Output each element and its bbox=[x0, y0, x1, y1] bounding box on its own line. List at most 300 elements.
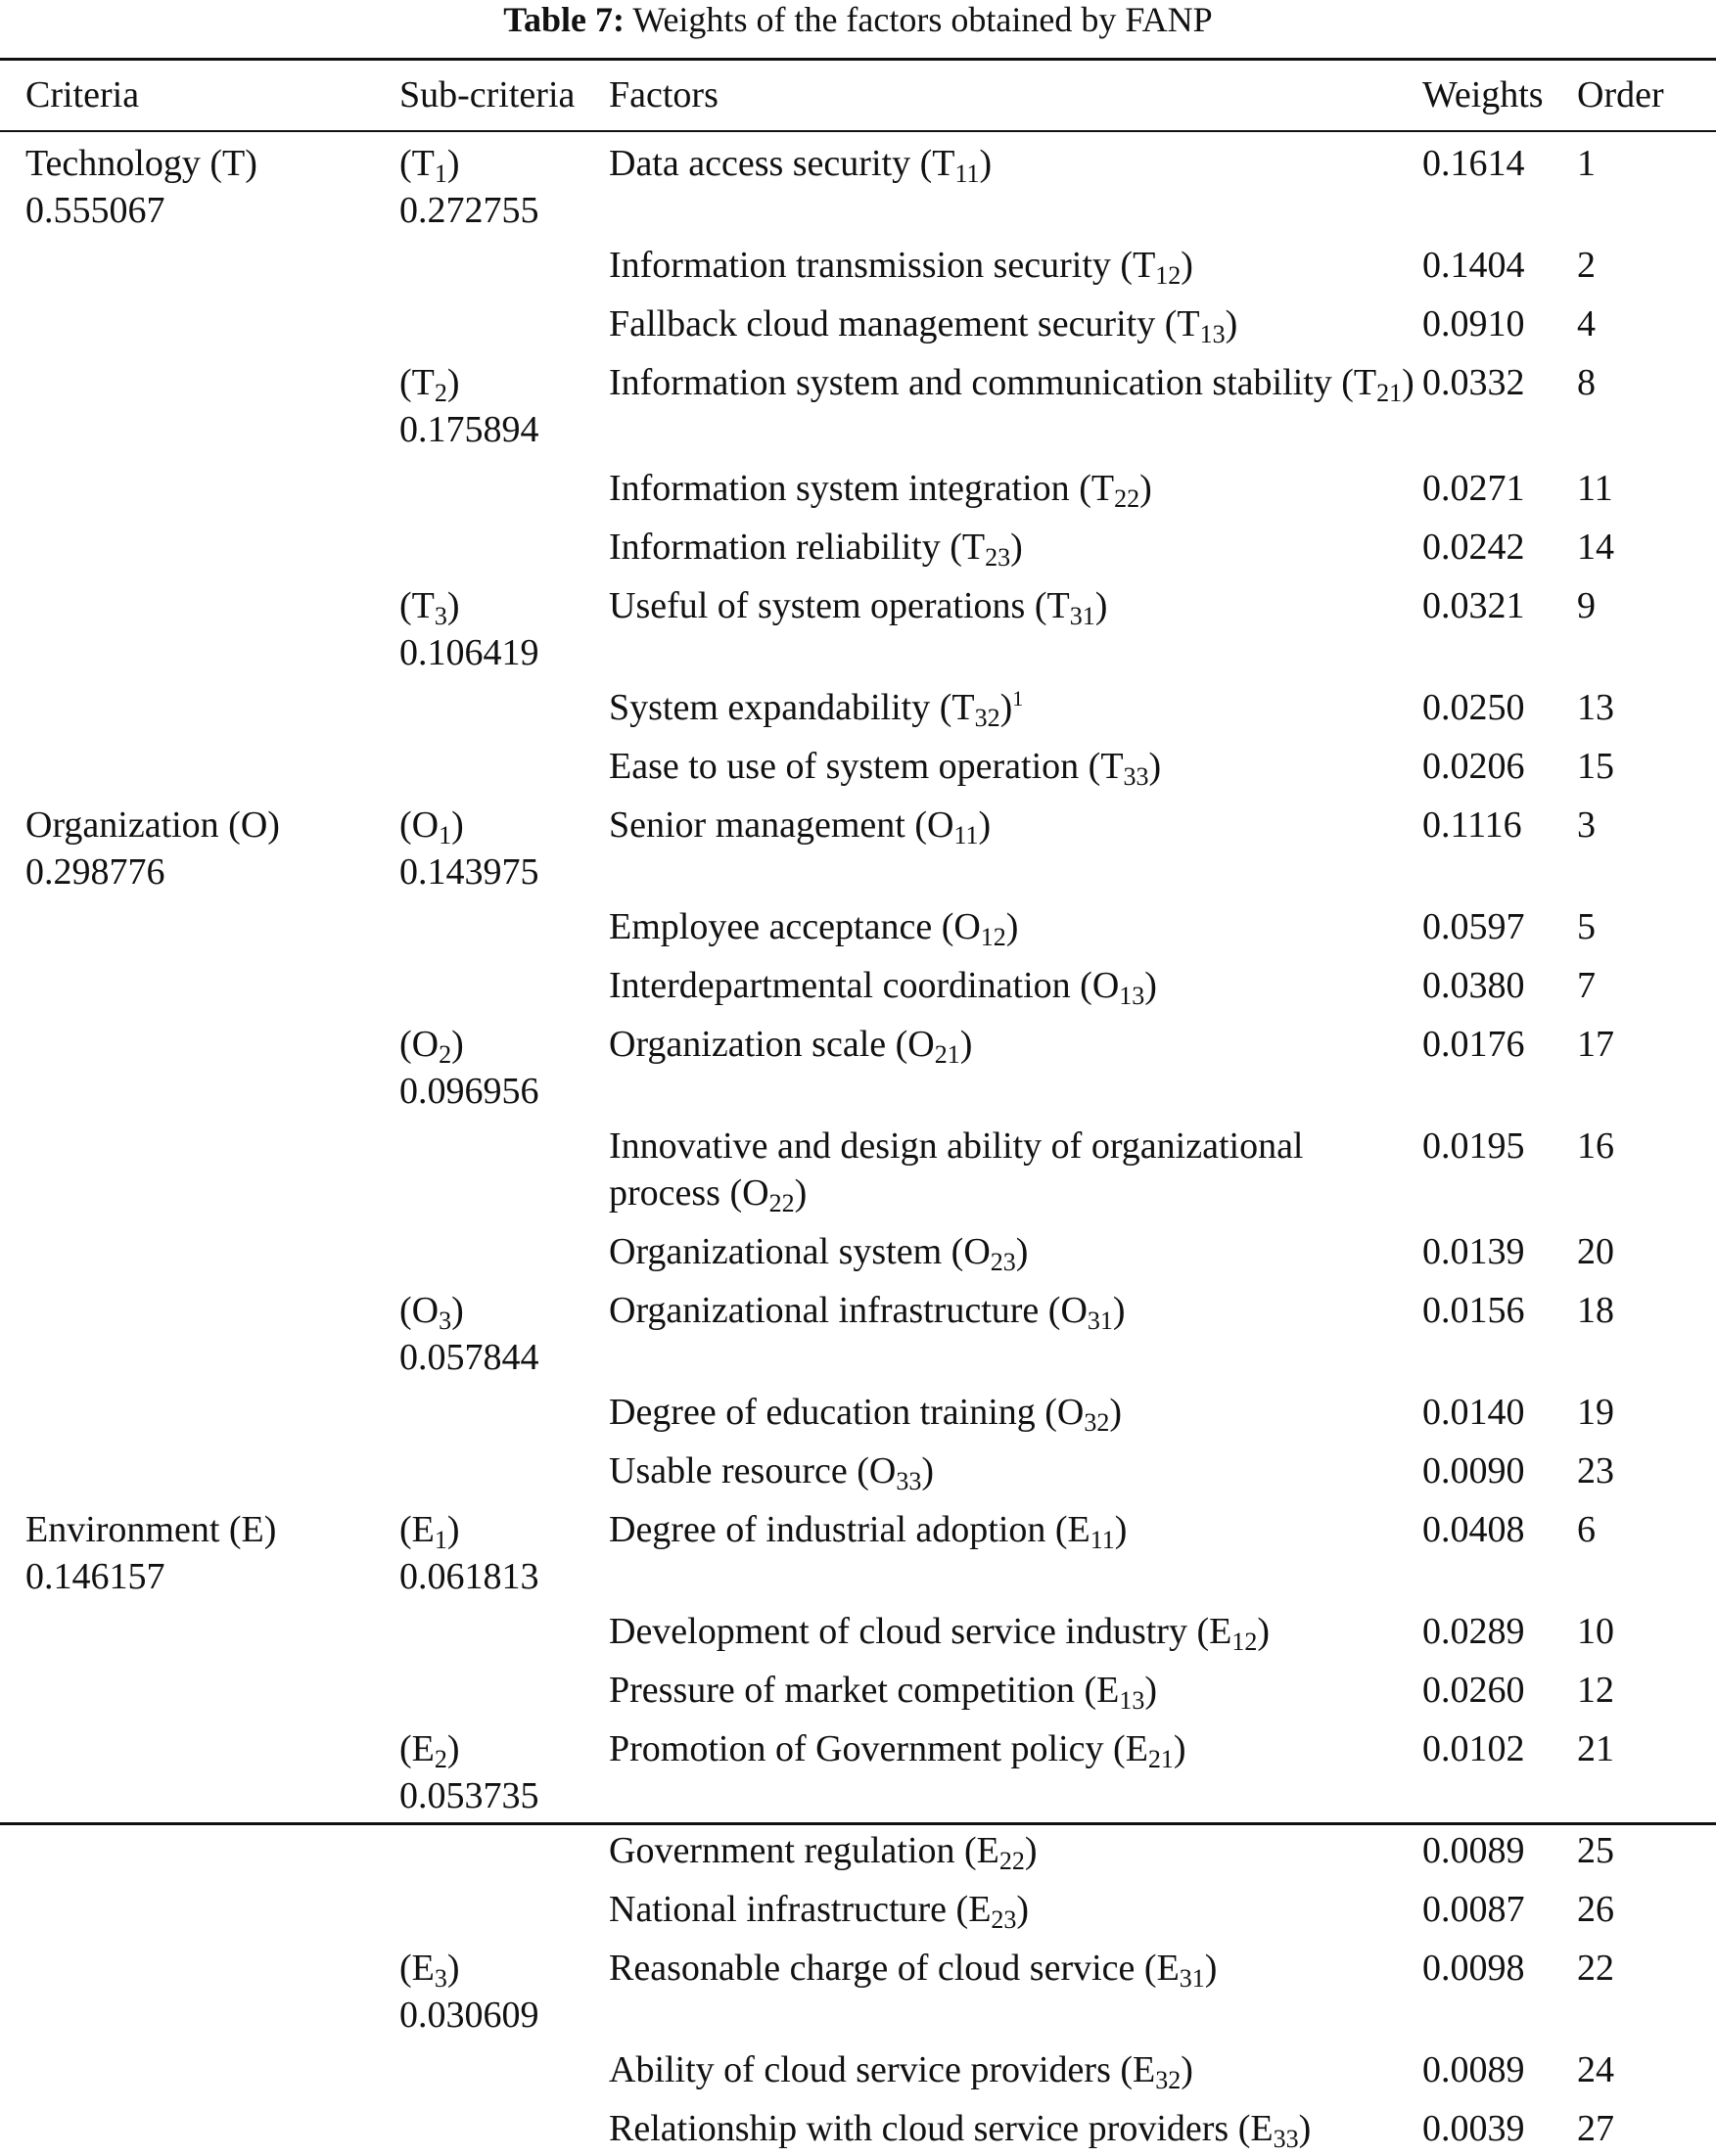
factor-cell bbox=[609, 895, 1422, 954]
factor-weight: 0.0039 bbox=[1422, 2108, 1525, 2149]
factor-order: 25 bbox=[1577, 1830, 1614, 1871]
subcriteria-weight: 0.061813 bbox=[399, 1556, 539, 1597]
factor-order: 6 bbox=[1577, 1509, 1596, 1550]
factor-code-letter: E bbox=[1125, 1728, 1148, 1769]
factor-order: 14 bbox=[1577, 527, 1614, 568]
table-row bbox=[0, 574, 1716, 676]
weights-table bbox=[0, 61, 1716, 2156]
caption-title: Weights of the factors obtained by FANP bbox=[632, 0, 1213, 39]
criteria-name: Technology (T) bbox=[25, 143, 257, 184]
factor-code: $(T_{32})$ bbox=[939, 687, 1013, 732]
factor-order: 22 bbox=[1577, 1948, 1614, 1989]
subcriteria-code-letter: O bbox=[411, 1024, 440, 1065]
subcriteria-cell bbox=[399, 574, 609, 676]
factor-text: Organizational system bbox=[609, 1231, 943, 1272]
factor-cell bbox=[609, 130, 1422, 234]
factor-code-letter: T bbox=[961, 527, 986, 568]
factor-text: Useful of system operations bbox=[609, 585, 1026, 626]
criteria-cell bbox=[0, 234, 399, 293]
factor-code-index: 32 bbox=[974, 704, 1000, 732]
factor-cell bbox=[609, 1819, 1422, 1878]
factor-code-index: 31 bbox=[1087, 1307, 1113, 1335]
factor-code: $(E_{33})$ bbox=[1237, 2108, 1312, 2153]
criteria-cell bbox=[0, 1937, 399, 2039]
subcriteria-cell bbox=[399, 1220, 609, 1279]
criteria-weight: 0.555067 bbox=[25, 190, 165, 231]
subcriteria-code-letter: T bbox=[411, 362, 435, 403]
criteria-cell bbox=[0, 1440, 399, 1498]
table-row bbox=[0, 1937, 1716, 2039]
factor-text: Relationship with cloud service providers bbox=[609, 2108, 1229, 2149]
subcriteria-code-index: 1 bbox=[439, 821, 452, 849]
factor-weight: 0.0087 bbox=[1422, 1889, 1525, 1930]
factor-code-letter: E bbox=[1156, 1948, 1180, 1989]
subcriteria-cell bbox=[399, 1013, 609, 1115]
criteria-cell bbox=[0, 895, 399, 954]
factor-code: $(O_{12})$ bbox=[941, 906, 1019, 951]
factor-text: Innovative and design ability of organizational process bbox=[609, 1125, 1304, 1214]
subcriteria-code-letter: T bbox=[411, 143, 435, 184]
subcriteria-code: $(O_1)$ bbox=[399, 804, 464, 849]
factor-cell bbox=[609, 954, 1422, 1013]
criteria-cell bbox=[0, 1659, 399, 1718]
factor-code: $(T_{12})$ bbox=[1120, 245, 1193, 290]
subcriteria-cell bbox=[399, 2039, 609, 2097]
factor-code-letter: E bbox=[968, 1889, 992, 1930]
subcriteria-cell bbox=[399, 1937, 609, 2039]
table-caption bbox=[0, 0, 1716, 51]
factor-code-letter: T bbox=[1100, 746, 1124, 787]
factor-code-letter: T bbox=[1046, 585, 1070, 626]
factor-weight: 0.0139 bbox=[1422, 1231, 1525, 1272]
criteria-name: Environment (E) bbox=[25, 1509, 277, 1550]
factor-weight: 0.0250 bbox=[1422, 687, 1525, 728]
header-order: Order bbox=[1577, 74, 1664, 115]
factor-text: Ease to use of system operation bbox=[609, 746, 1080, 787]
factor-code: $(O_{13})$ bbox=[1080, 965, 1157, 1010]
factor-code-letter: O bbox=[1091, 965, 1120, 1006]
factor-text: Reasonable charge of cloud service bbox=[609, 1948, 1136, 1989]
criteria-cell bbox=[0, 293, 399, 351]
subcriteria-code-line bbox=[399, 1725, 609, 1772]
subcriteria-cell bbox=[399, 2097, 609, 2156]
subcriteria-code-letter: E bbox=[411, 1509, 435, 1550]
factor-code-letter: T bbox=[951, 687, 975, 728]
factor-order: 1 bbox=[1577, 143, 1596, 184]
factor-cell bbox=[609, 794, 1422, 895]
factor-text: Degree of education training bbox=[609, 1392, 1036, 1433]
factor-weight: 0.1614 bbox=[1422, 143, 1525, 184]
subcriteria-code-line bbox=[399, 1021, 609, 1068]
factor-cell bbox=[609, 1013, 1422, 1115]
factor-text: Degree of industrial adoption bbox=[609, 1509, 1046, 1550]
factor-order: 11 bbox=[1577, 468, 1613, 509]
factor-code: $(T_{23})$ bbox=[950, 527, 1023, 572]
factor-code-letter: E bbox=[1250, 2108, 1274, 2149]
factor-order: 3 bbox=[1577, 804, 1596, 846]
factor-code-letter: T bbox=[932, 143, 955, 184]
factor-weight: 0.0102 bbox=[1422, 1728, 1525, 1769]
factor-text: Employee acceptance bbox=[609, 906, 933, 947]
factor-text: Promotion of Government policy bbox=[609, 1728, 1104, 1769]
factor-weight: 0.0289 bbox=[1422, 1611, 1525, 1652]
subcriteria-weight: 0.106419 bbox=[399, 632, 539, 673]
header-criteria: Criteria bbox=[25, 74, 140, 115]
factor-code-letter: O bbox=[963, 1231, 991, 1272]
factor-order: 4 bbox=[1577, 303, 1596, 344]
factor-code-index: 22 bbox=[998, 1847, 1025, 1875]
subcriteria-cell bbox=[399, 130, 609, 234]
factor-weight: 0.0380 bbox=[1422, 965, 1525, 1006]
table-header bbox=[0, 61, 1716, 130]
factor-code: $(E_{13})$ bbox=[1084, 1670, 1157, 1715]
subcriteria-weight: 0.272755 bbox=[399, 190, 539, 231]
factor-text: Development of cloud service industry bbox=[609, 1611, 1187, 1652]
subcriteria-cell bbox=[399, 1381, 609, 1440]
factor-weight: 0.0271 bbox=[1422, 468, 1525, 509]
criteria-name: Organization (O) bbox=[25, 804, 280, 846]
factor-cell bbox=[609, 1220, 1422, 1279]
factor-weight: 0.0321 bbox=[1422, 585, 1525, 626]
factor-code: $(O_{23})$ bbox=[951, 1231, 1029, 1276]
factor-code: $(E_{22})$ bbox=[964, 1830, 1038, 1875]
factor-weight: 0.1116 bbox=[1422, 804, 1522, 846]
subcriteria-weight: 0.053735 bbox=[399, 1775, 539, 1816]
factor-text: Pressure of market competition bbox=[609, 1670, 1075, 1711]
factor-code-index: 23 bbox=[990, 1248, 1016, 1276]
factor-code-letter: T bbox=[1133, 245, 1156, 286]
factor-code-letter: E bbox=[1096, 1670, 1120, 1711]
factor-text: Senior management bbox=[609, 804, 905, 846]
factor-code: $(T_{13})$ bbox=[1164, 303, 1238, 348]
factor-order: 8 bbox=[1577, 362, 1596, 403]
factor-code: $(E_{31})$ bbox=[1143, 1948, 1218, 1993]
criteria-cell bbox=[0, 516, 399, 574]
factor-order: 10 bbox=[1577, 1611, 1614, 1652]
factor-order: 9 bbox=[1577, 585, 1596, 626]
factor-code-letter: O bbox=[907, 1024, 935, 1065]
criteria-weight: 0.298776 bbox=[25, 851, 165, 893]
criteria-cell bbox=[0, 1115, 399, 1220]
factor-text: Ability of cloud service providers bbox=[609, 2049, 1111, 2090]
factor-text: Organization scale bbox=[609, 1024, 887, 1065]
factor-cell bbox=[609, 2097, 1422, 2156]
subcriteria-code-index: 2 bbox=[434, 1745, 447, 1773]
factor-code-index: 12 bbox=[1155, 261, 1182, 290]
factor-code-letter: O bbox=[927, 804, 954, 846]
factor-code-index: 11 bbox=[954, 160, 980, 188]
subcriteria-code-index: 2 bbox=[434, 379, 447, 407]
factor-code-index: 31 bbox=[1179, 1964, 1205, 1993]
subcriteria-code-index: 2 bbox=[439, 1040, 452, 1069]
subcriteria-code-line bbox=[399, 359, 609, 406]
factor-code: $(T_{11})$ bbox=[919, 143, 993, 188]
factor-order: 16 bbox=[1577, 1125, 1614, 1167]
factor-code-index: 22 bbox=[1114, 484, 1140, 513]
factor-cell bbox=[609, 2039, 1422, 2097]
factor-text: Government regulation bbox=[609, 1830, 955, 1871]
criteria-cell bbox=[0, 574, 399, 676]
subcriteria-cell bbox=[399, 735, 609, 794]
subcriteria-cell bbox=[399, 895, 609, 954]
factor-code: $(T_{33})$ bbox=[1088, 746, 1162, 791]
factor-code-letter: O bbox=[1056, 1392, 1085, 1433]
factor-cell bbox=[609, 735, 1422, 794]
subcriteria-code-letter: T bbox=[411, 585, 435, 626]
factor-order: 18 bbox=[1577, 1290, 1614, 1331]
factor-weight: 0.0242 bbox=[1422, 527, 1525, 568]
factor-code-index: 11 bbox=[1090, 1526, 1115, 1554]
subcriteria-code-line bbox=[399, 802, 609, 849]
subcriteria-code-line bbox=[399, 1945, 609, 1992]
table-row bbox=[0, 293, 1716, 351]
factor-weight: 0.0206 bbox=[1422, 746, 1525, 787]
criteria-cell bbox=[0, 954, 399, 1013]
factor-order: 2 bbox=[1577, 245, 1596, 286]
factor-text: National infrastructure bbox=[609, 1889, 948, 1930]
factor-text: System expandability bbox=[609, 687, 931, 728]
factor-order: 17 bbox=[1577, 1024, 1614, 1065]
factor-cell bbox=[609, 1381, 1422, 1440]
factor-weight: 0.0260 bbox=[1422, 1670, 1525, 1711]
factor-weight: 0.0098 bbox=[1422, 1948, 1525, 1989]
header-factors: Factors bbox=[609, 74, 719, 115]
factor-code: $(O_{21})$ bbox=[895, 1024, 973, 1069]
subcriteria-weight: 0.175894 bbox=[399, 409, 539, 450]
factor-code-letter: E bbox=[1067, 1509, 1090, 1550]
criteria-cell bbox=[0, 735, 399, 794]
factor-code: $(E_{21})$ bbox=[1113, 1728, 1186, 1773]
subcriteria-code-letter: E bbox=[411, 1948, 435, 1989]
factor-weight: 0.0156 bbox=[1422, 1290, 1525, 1331]
factor-text: Organizational infrastructure bbox=[609, 1290, 1040, 1331]
factor-cell bbox=[609, 1279, 1422, 1381]
subcriteria-cell bbox=[399, 1440, 609, 1498]
table-row bbox=[0, 1013, 1716, 1115]
footnote-marker: 1 bbox=[1012, 686, 1024, 711]
factor-code: $(E_{23})$ bbox=[955, 1889, 1030, 1934]
criteria-cell bbox=[0, 1819, 399, 1878]
table-row bbox=[0, 457, 1716, 516]
subcriteria-code-line bbox=[399, 140, 609, 187]
factor-text: Information system integration bbox=[609, 468, 1070, 509]
table-row bbox=[0, 1819, 1716, 1878]
subcriteria-code: $(T_3)$ bbox=[399, 585, 460, 630]
factor-code-letter: E bbox=[976, 1830, 999, 1871]
factor-code: $(O_{11})$ bbox=[914, 804, 992, 849]
factor-code: $(O_{33})$ bbox=[857, 1450, 934, 1495]
factor-code-index: 23 bbox=[991, 1905, 1017, 1934]
factor-order: 24 bbox=[1577, 2049, 1614, 2090]
factor-code-letter: O bbox=[742, 1172, 769, 1214]
criteria-cell bbox=[0, 2097, 399, 2156]
table-row bbox=[0, 1878, 1716, 1937]
subcriteria-weight: 0.057844 bbox=[399, 1337, 539, 1378]
factor-text: Information transmission security bbox=[609, 245, 1111, 286]
factor-order: 13 bbox=[1577, 687, 1614, 728]
factor-cell bbox=[609, 1600, 1422, 1659]
subcriteria-code: $(T_2)$ bbox=[399, 362, 460, 407]
factor-weight: 0.0332 bbox=[1422, 362, 1525, 403]
factor-weight: 0.0089 bbox=[1422, 2049, 1525, 2090]
factor-cell bbox=[609, 574, 1422, 676]
subcriteria-code-letter: O bbox=[411, 804, 440, 846]
table-row bbox=[0, 1279, 1716, 1381]
table-row bbox=[0, 234, 1716, 293]
factor-code: $(E_{11})$ bbox=[1054, 1509, 1128, 1554]
subcriteria-code-line bbox=[399, 1287, 609, 1334]
criteria-cell bbox=[0, 130, 399, 234]
subcriteria-cell bbox=[399, 1115, 609, 1220]
table-row bbox=[0, 794, 1716, 895]
factor-weight: 0.0910 bbox=[1422, 303, 1525, 344]
factor-cell bbox=[609, 1878, 1422, 1937]
factor-code-index: 33 bbox=[896, 1467, 922, 1495]
factor-weight: 0.1404 bbox=[1422, 245, 1525, 286]
factor-code-letter: O bbox=[953, 906, 981, 947]
table-body bbox=[0, 130, 1716, 2156]
criteria-cell bbox=[0, 1220, 399, 1279]
factor-code: $(T_{31})$ bbox=[1034, 585, 1108, 630]
factor-code-index: 12 bbox=[1231, 1628, 1258, 1656]
factor-cell bbox=[609, 234, 1422, 293]
factor-order: 15 bbox=[1577, 746, 1614, 787]
subcriteria-cell bbox=[399, 234, 609, 293]
factor-cell bbox=[609, 351, 1422, 457]
factor-text: Interdepartmental coordination bbox=[609, 965, 1071, 1006]
criteria-cell bbox=[0, 2039, 399, 2097]
subcriteria-code: $(E_3)$ bbox=[399, 1948, 460, 1993]
table-row bbox=[0, 2097, 1716, 2156]
table-row bbox=[0, 1498, 1716, 1600]
factor-cell bbox=[609, 1937, 1422, 2039]
factor-cell bbox=[609, 676, 1422, 735]
factor-code: $(O_{31})$ bbox=[1047, 1290, 1126, 1335]
table-row bbox=[0, 954, 1716, 1013]
factor-code-index: 33 bbox=[1273, 2125, 1299, 2153]
criteria-cell bbox=[0, 1498, 399, 1600]
header-weights: Weights bbox=[1422, 74, 1544, 115]
factor-cell bbox=[609, 457, 1422, 516]
factor-weight: 0.0195 bbox=[1422, 1125, 1525, 1167]
subcriteria-code-index: 1 bbox=[434, 160, 447, 188]
subcriteria-cell bbox=[399, 1878, 609, 1937]
subcriteria-cell bbox=[399, 1819, 609, 1878]
factor-cell bbox=[609, 1498, 1422, 1600]
subcriteria-cell bbox=[399, 457, 609, 516]
table-row bbox=[0, 1440, 1716, 1498]
criteria-cell bbox=[0, 676, 399, 735]
subcriteria-code-line bbox=[399, 1506, 609, 1553]
header-subcriteria: Sub-criteria bbox=[399, 74, 576, 115]
subcriteria-weight: 0.096956 bbox=[399, 1071, 539, 1112]
table-row bbox=[0, 676, 1716, 735]
table-row bbox=[0, 735, 1716, 794]
factor-code-index: 21 bbox=[1147, 1745, 1174, 1773]
subcriteria-cell bbox=[399, 516, 609, 574]
criteria-cell bbox=[0, 1013, 399, 1115]
factor-weight: 0.0140 bbox=[1422, 1392, 1525, 1433]
factor-text: Information reliability bbox=[609, 527, 941, 568]
subcriteria-cell bbox=[399, 351, 609, 457]
table-row bbox=[0, 1659, 1716, 1718]
subcriteria-code-index: 3 bbox=[439, 1307, 452, 1335]
criteria-cell bbox=[0, 457, 399, 516]
factor-code-index: 12 bbox=[980, 923, 1006, 951]
subcriteria-code-line bbox=[399, 582, 609, 629]
factor-cell bbox=[609, 516, 1422, 574]
subcriteria-cell bbox=[399, 1718, 609, 1819]
factor-code-letter: T bbox=[1353, 362, 1377, 403]
subcriteria-cell bbox=[399, 1659, 609, 1718]
factor-code-index: 13 bbox=[1119, 1686, 1145, 1715]
factor-code-index: 23 bbox=[985, 543, 1011, 572]
factor-code-index: 22 bbox=[768, 1189, 795, 1217]
caption-label: Table 7: bbox=[503, 0, 625, 39]
factor-code-index: 11 bbox=[953, 821, 979, 849]
subcriteria-code: $(E_1)$ bbox=[399, 1509, 460, 1554]
subcriteria-weight: 0.030609 bbox=[399, 1995, 539, 2036]
factor-order: 21 bbox=[1577, 1728, 1614, 1769]
subcriteria-code: $(O_2)$ bbox=[399, 1024, 464, 1069]
criteria-cell bbox=[0, 1600, 399, 1659]
factor-code: $(O_{32})$ bbox=[1044, 1392, 1123, 1437]
factor-weight: 0.0090 bbox=[1422, 1450, 1525, 1491]
factor-code-letter: E bbox=[1209, 1611, 1232, 1652]
factor-cell bbox=[609, 1659, 1422, 1718]
subcriteria-code: $(O_3)$ bbox=[399, 1290, 464, 1335]
table-row bbox=[0, 130, 1716, 234]
factor-code: $(E_{12})$ bbox=[1196, 1611, 1270, 1656]
table-row bbox=[0, 2039, 1716, 2097]
subcriteria-cell bbox=[399, 1498, 609, 1600]
factor-code-index: 31 bbox=[1069, 602, 1095, 630]
criteria-cell bbox=[0, 1718, 399, 1819]
table-row bbox=[0, 1220, 1716, 1279]
factor-code-letter: O bbox=[868, 1450, 897, 1491]
factor-code-letter: E bbox=[1133, 2049, 1156, 2090]
factor-code-letter: T bbox=[1177, 303, 1200, 344]
factor-code-index: 13 bbox=[1199, 320, 1226, 348]
factor-order: 26 bbox=[1577, 1889, 1614, 1930]
factor-order: 5 bbox=[1577, 906, 1596, 947]
factor-text: Information system and communication stability bbox=[609, 362, 1332, 403]
criteria-cell bbox=[0, 1381, 399, 1440]
factor-text: Fallback cloud management security bbox=[609, 303, 1156, 344]
criteria-cell bbox=[0, 794, 399, 895]
factor-cell bbox=[609, 1718, 1422, 1819]
factor-code-index: 32 bbox=[1084, 1408, 1110, 1437]
factor-order: 7 bbox=[1577, 965, 1596, 1006]
factor-text: Usable resource bbox=[609, 1450, 848, 1491]
criteria-cell bbox=[0, 351, 399, 457]
subcriteria-code: $(T_1)$ bbox=[399, 143, 460, 188]
subcriteria-code-index: 3 bbox=[434, 1964, 447, 1993]
factor-code: $(T_{22})$ bbox=[1079, 468, 1152, 513]
factor-code: $(O_{22})$ bbox=[729, 1172, 808, 1217]
factor-order: 20 bbox=[1577, 1231, 1614, 1272]
table-row bbox=[0, 351, 1716, 457]
factor-weight: 0.0176 bbox=[1422, 1024, 1525, 1065]
subcriteria-cell bbox=[399, 293, 609, 351]
factor-code: $(T_{21})$ bbox=[1341, 362, 1415, 407]
factor-weight: 0.0089 bbox=[1422, 1830, 1525, 1871]
factor-code-letter: O bbox=[1060, 1290, 1088, 1331]
subcriteria-code-index: 3 bbox=[434, 602, 447, 630]
factor-order: 27 bbox=[1577, 2108, 1614, 2149]
factor-order: 19 bbox=[1577, 1392, 1614, 1433]
factor-code-index: 21 bbox=[1376, 379, 1403, 407]
